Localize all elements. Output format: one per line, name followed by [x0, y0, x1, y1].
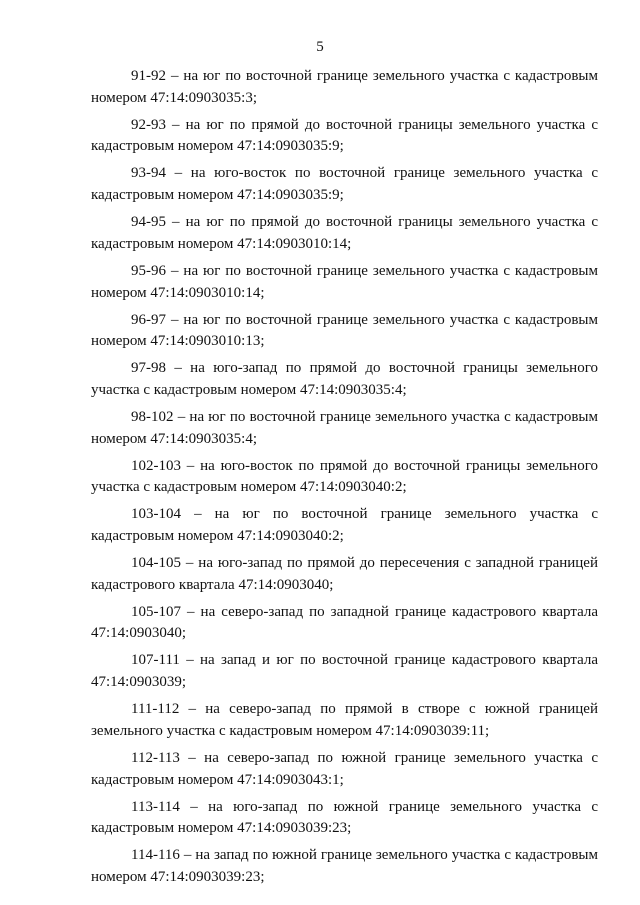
boundary-segment-entry: 107-111 – на запад и юг по восточной границе кадастрового квартала 47:14:0903039; — [91, 652, 598, 691]
boundary-segment-entry: 93-94 – на юго-восток по восточной границе земельного участка с кадастровым номером 47:14:0903035:9; — [91, 165, 598, 204]
boundary-segment-entry: 105-107 – на северо-запад по западной границе кадастрового квартала 47:14:0903040; — [91, 603, 598, 642]
boundary-segment-entry: 103-104 – на юг по восточной границе земельного участка с кадастровым номером 47:14:0903040:2; — [91, 506, 598, 545]
boundary-segment-entry: 111-112 – на северо-запад по прямой в створе с южной границей земельного участка с кадастровым номером 47:14:0903039:11; — [91, 701, 598, 739]
boundary-segment-entry: 98-102 – на юг по восточной границе земельного участка с кадастровым номером 47:14:0903035:4; — [91, 408, 598, 447]
boundary-segment-entry: 104-105 – на юго-запад по прямой до пересечения с западной границей кадастрового квартала 47:14:0903040; — [91, 555, 598, 593]
boundary-segment-entry: 94-95 – на юг по прямой до восточной границы земельного участка с кадастровым номером 47:14:0903010:14; — [91, 214, 598, 252]
boundary-segment-entry: 102-103 – на юго-восток по прямой до восточной границы земельного участка с кадастровым номером 47:14:0903040:2; — [91, 457, 598, 496]
boundary-segment-entry: 113-114 – на юго-запад по южной границе земельного участка с кадастровым номером 47:14:0903039:23; — [91, 798, 598, 837]
boundary-segment-entry: 91-92 – на юг по восточной границе земельного участка с кадастровым номером 47:14:0903035:3; — [91, 68, 598, 106]
boundary-segment-entry: 92-93 – на юг по прямой до восточной границы земельного участка с кадастровым номером 47:14:0903035:9; — [91, 116, 598, 155]
boundary-segment-entry: 97-98 – на юго-запад по прямой до восточной границы земельного участка с кадастровым номером 47:14:0903035:4; — [91, 360, 598, 398]
boundary-segment-entry: 96-97 – на юг по восточной границе земельного участка с кадастровым номером 47:14:0903010:13; — [91, 311, 598, 350]
boundary-segment-entry: 114-116 – на запад по южной границе земельного участка с кадастровым номером 47:14:0903039:23; — [91, 847, 598, 885]
boundary-description-list — [91, 66, 598, 894]
page-number: 5 — [316, 39, 324, 55]
boundary-segment-entry: 95-96 – на юг по восточной границе земельного участка с кадастровым номером 47:14:0903010:14; — [91, 262, 598, 301]
boundary-segment-entry: 112-113 – на северо-запад по южной границе земельного участка с кадастровым номером 47:14:0903043:1; — [91, 749, 598, 788]
